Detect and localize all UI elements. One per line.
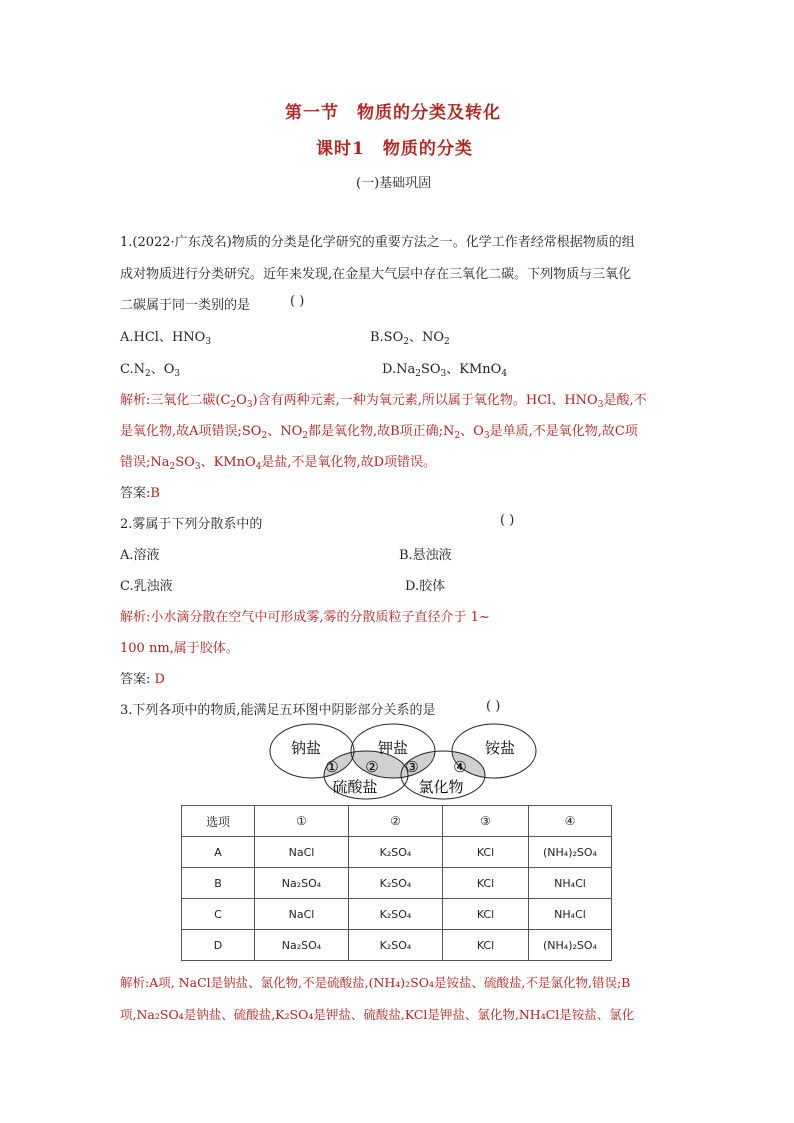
- q2-analysis-line1: 解析:小水滴分散在空气中可形成雾,雾的分散质粒子直径介于 1~: [120, 610, 490, 625]
- five-ring-diagram: [269, 723, 539, 803]
- table-row: [182, 899, 612, 930]
- table-header-cell: ②: [349, 806, 443, 837]
- label-nh4: 铵盐: [484, 739, 516, 757]
- q1-option-c-sub: 2: [145, 369, 151, 379]
- q2-answer-blank: ( ): [500, 513, 515, 528]
- q2-option-a: A.溶液: [120, 548, 160, 563]
- table-cell: NH₄Cl: [529, 899, 612, 930]
- table-header-cell: ①: [255, 806, 349, 837]
- table-cell: KCl: [443, 837, 529, 868]
- table-cell: KCl: [443, 899, 529, 930]
- q1-stem-line1: 1.(2022·广东茂名)物质的分类是化学研究的重要方法之一。化学工作者经常根据物质的组: [120, 235, 635, 250]
- q1-analysis-line2: [120, 420, 638, 439]
- q1-a3-t1: 错误;Na: [120, 455, 170, 470]
- q1-option-a-sub: 3: [205, 337, 212, 347]
- table-cell-option: C: [182, 899, 255, 930]
- label-n1: ①: [325, 758, 339, 776]
- q2-option-b: B.悬浊液: [399, 548, 452, 563]
- q1-stem-line3: 二碳属于同一类别的是: [120, 298, 251, 313]
- q1-a3-t3: 、KMnO: [200, 455, 256, 470]
- q1-option-d-sub3: 4: [501, 369, 508, 379]
- q1-answer: [120, 482, 160, 501]
- q2-stem: 2.雾属于下列分散系中的: [120, 517, 263, 532]
- label-n2: ②: [365, 758, 379, 776]
- table-cell: KCl: [443, 930, 529, 961]
- q1-a1-t2: O: [236, 393, 247, 408]
- q1-option-d-text: D.Na: [382, 362, 416, 377]
- q1-stem-line2: 成对物质进行分类研究。近年来发现,在金星大气层中存在三氧化二碳。下列物质与三氧化: [120, 267, 632, 282]
- table-row: [182, 868, 612, 899]
- q1-option-d-mid: SO: [420, 362, 441, 377]
- label-n3: ③: [405, 758, 419, 776]
- table-cell: NaCl: [255, 899, 349, 930]
- page-subtitle: 课时1 物质的分类: [316, 139, 473, 159]
- table-cell: NH₄Cl: [529, 868, 612, 899]
- table-cell: K₂SO₄: [349, 930, 443, 961]
- q1-option-b-mid: 、NO: [408, 330, 445, 345]
- q1-a3-s3: 4: [255, 462, 262, 472]
- q1-option-d-end: 、KMnO: [446, 362, 502, 377]
- label-k: 钾盐: [377, 739, 409, 757]
- table-cell: K₂SO₄: [349, 837, 443, 868]
- q3-stem: 3.下列各项中的物质,能满足五环图中阴影部分关系的是: [120, 703, 436, 718]
- table-header-cell: ④: [529, 806, 612, 837]
- q1-answer-value: B: [150, 486, 160, 501]
- table-cell: KCl: [443, 868, 529, 899]
- q1-a1-s2: 3: [246, 400, 253, 410]
- table-header-cell: ③: [443, 806, 529, 837]
- table-cell: Na₂SO₄: [255, 930, 349, 961]
- options-table: [181, 805, 612, 961]
- q1-option-a: [120, 326, 211, 345]
- table-cell-option: B: [182, 868, 255, 899]
- q1-option-c-mid: 、O: [150, 362, 175, 377]
- table-cell-option: D: [182, 930, 255, 961]
- q1-option-d-sub2: 3: [440, 369, 447, 379]
- q2-answer-label: 答案:: [120, 672, 155, 687]
- label-cl: 氯化物: [418, 778, 464, 796]
- q1-a2-t1: 是氧化物,故A项错误;SO: [120, 424, 262, 439]
- q2-answer: [120, 668, 165, 687]
- q1-option-c: [120, 358, 180, 377]
- q1-a2-t4: 、O: [460, 424, 484, 439]
- table-cell: NaCl: [255, 837, 349, 868]
- q1-answer-label: 答案:: [120, 486, 151, 501]
- label-n4: ④: [453, 758, 467, 776]
- q1-a3-t4: 是盐,不是氧化物,故D项错误。: [261, 455, 437, 470]
- q3-analysis-line1: 解析:A项, NaCl是钠盐、氯化物,不是硫酸盐,(NH₄)₂SO₄是铵盐、硫酸盐,不是氯化物,错误;B: [120, 975, 631, 990]
- q1-a2-t3: 都是氧化物,故B项正确;N: [307, 424, 455, 439]
- table-cell: Na₂SO₄: [255, 868, 349, 899]
- table-cell: K₂SO₄: [349, 868, 443, 899]
- q1-option-b-sub: 2: [403, 337, 409, 347]
- q3-answer-blank: ( ): [486, 699, 501, 714]
- q1-a2-s2: 2: [302, 431, 308, 441]
- table-row: [182, 837, 612, 868]
- q1-a2-t5: 是单质,不是氧化物,故C项: [489, 424, 638, 439]
- q1-a2-s3: 2: [454, 431, 461, 441]
- table-cell: (NH₄)₂SO₄: [529, 837, 612, 868]
- section-heading: (一)基础巩固: [356, 176, 432, 191]
- table-header-cell: 选项: [182, 806, 255, 837]
- page-title: 第一节 物质的分类及转化: [285, 103, 501, 123]
- q1-a2-t2: 、NO: [267, 424, 303, 439]
- q2-option-d: D.胶体: [405, 579, 446, 594]
- q1-a1-s3: 3: [597, 400, 604, 410]
- q1-a1-s1: 2: [230, 400, 237, 410]
- q1-option-c-text: C.N: [120, 362, 145, 377]
- q1-option-c-sub2: 3: [174, 369, 181, 379]
- q1-a1-t3: )含有两种元素,一种为氧元素,所以属于氧化物。HCl、HNO: [252, 393, 598, 408]
- q1-a2-s4: 3: [483, 431, 490, 441]
- table-cell: (NH₄)₂SO₄: [529, 930, 612, 961]
- q1-option-b-text: B.SO: [370, 330, 404, 345]
- q1-analysis-line3: [120, 451, 436, 470]
- table-cell: K₂SO₄: [349, 899, 443, 930]
- q1-a1-t4: 是酸,不: [603, 393, 647, 408]
- q1-option-d: [382, 358, 507, 377]
- label-na: 钠盐: [290, 739, 322, 757]
- q1-a2-s1: 2: [261, 431, 268, 441]
- table-row: [182, 930, 612, 961]
- table-header-row: [182, 806, 612, 837]
- table-cell-option: A: [182, 837, 255, 868]
- q1-a3-t2: SO: [175, 455, 195, 470]
- q1-a3-s2: 3: [194, 462, 201, 472]
- q1-analysis-line1: [120, 389, 647, 408]
- q1-option-b: [370, 326, 450, 345]
- q1-a1-t1: 解析:三氧化二碳(C: [120, 393, 231, 408]
- q3-analysis-line2: 项,Na₂SO₄是钠盐、硫酸盐,K₂SO₄是钾盐、硫酸盐,KCl是钾盐、氯化物,NH₄Cl是铵盐、氯化: [120, 1007, 635, 1022]
- q1-option-d-sub: 2: [415, 369, 421, 379]
- q1-a3-s1: 2: [169, 462, 176, 472]
- q1-option-a-text: A.HCl、HNO: [120, 330, 206, 345]
- q1-answer-blank: ( ): [290, 294, 305, 309]
- q2-option-c: C.乳浊液: [120, 579, 173, 594]
- q1-option-b-sub2: 2: [444, 337, 450, 347]
- q2-analysis-line2: 100 nm,属于胶体。: [120, 641, 239, 656]
- q2-answer-value: D: [154, 672, 165, 687]
- label-so4: 硫酸盐: [332, 778, 378, 796]
